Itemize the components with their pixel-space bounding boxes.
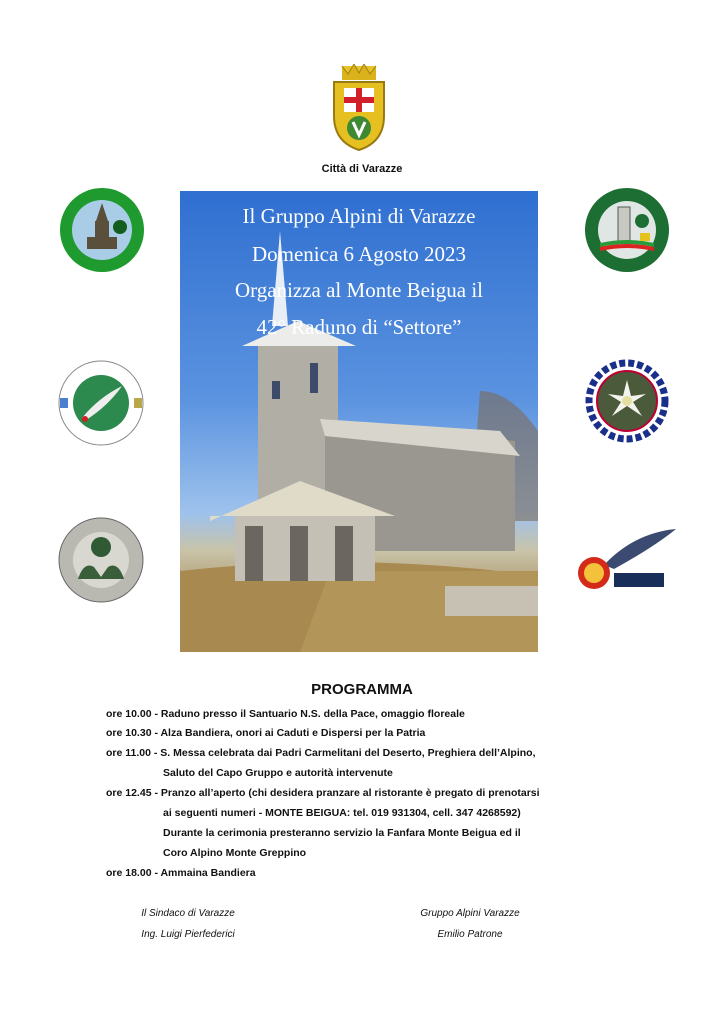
poster-line-4: 42° Raduno di “Settore” (256, 315, 462, 339)
program-row: ore 11.00 - S. Messa celebrata dai Padri Carmelitani del Deserto, Preghiera dell’Alpino, (106, 747, 536, 759)
mayor-name: Ing. Luigi Pierfederici (141, 929, 235, 940)
program-row: ore 10.00 - Raduno presso il Santuario N.S. della Pace, omaggio floreale (106, 708, 465, 720)
program-row: ore 18.00 - Ammaina Bandiera (106, 867, 256, 879)
church-photo (180, 191, 538, 652)
program-row-continuation: ai seguenti numeri - MONTE BEIGUA: tel. 019 931304, cell. 347 4268592) (163, 807, 521, 819)
gruppo-celle-ligure-logo (58, 517, 144, 603)
gruppo-albissole-logo (58, 360, 144, 446)
program-row: ore 12.45 - Pranzo all’aperto (chi desidera pranzare al ristorante è pregato di prenotarsi (106, 787, 540, 799)
gruppo-pontinvrea-logo (584, 358, 670, 444)
poster-line-1: Il Gruppo Alpini di Varazze (242, 204, 476, 228)
program-row-continuation: Saluto del Capo Gruppo e autorità intervenute (163, 767, 393, 779)
varazze-crest-logo (328, 64, 390, 152)
group-leader-name: Emilio Patrone (437, 929, 503, 940)
program-row: ore 10.30 - Alza Bandiera, onori ai Caduti e Dispersi per la Patria (106, 727, 426, 739)
ana-sezione-savona-logo (584, 187, 670, 273)
gruppo-sassello-logo (574, 525, 678, 595)
program-row-continuation: Durante la cerimonia presteranno servizio la Fanfara Monte Beigua ed il (163, 827, 521, 839)
city-name: Città di Varazze (321, 163, 403, 175)
group-title: Gruppo Alpini Varazze (420, 908, 520, 919)
programma-title: PROGRAMMA (311, 681, 413, 698)
program-row-continuation: Coro Alpino Monte Greppino (163, 847, 307, 859)
ana-savona-varazze-logo (59, 187, 145, 273)
poster-line-2: Domenica 6 Agosto 2023 (251, 242, 467, 266)
mayor-title: Il Sindaco di Varazze (141, 908, 235, 919)
poster-line-3: Organizza al Monte Beigua il (234, 278, 484, 302)
